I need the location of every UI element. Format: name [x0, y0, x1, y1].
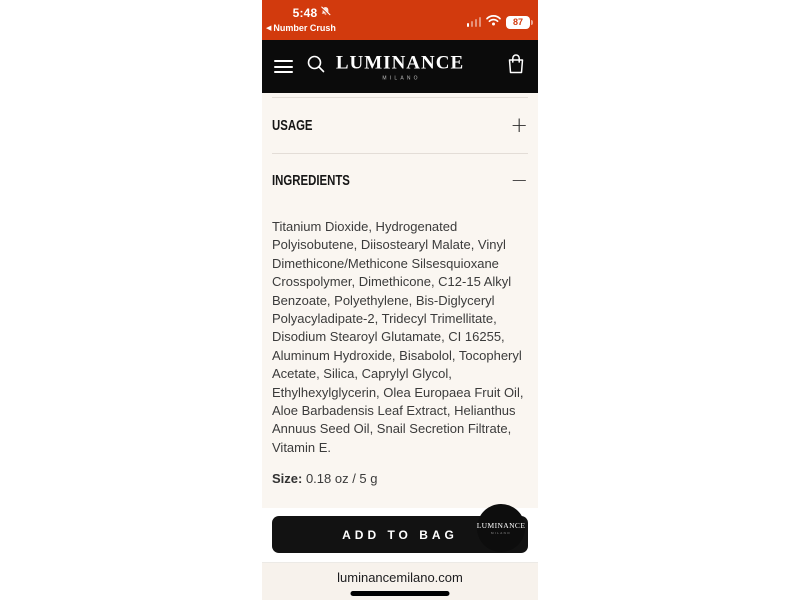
back-arrow-icon: ◀ [266, 24, 272, 32]
url-text[interactable]: luminancemilano.com [337, 570, 463, 585]
site-header [262, 40, 538, 93]
accordion-usage[interactable] [272, 98, 528, 153]
cart-button[interactable] [506, 53, 526, 80]
hamburger-icon [274, 60, 293, 73]
cellular-signal-icon [467, 17, 482, 27]
phone-screen [262, 0, 538, 600]
clock-time: 5:48 [292, 6, 318, 20]
badge-brand-name: LUMINANCE [476, 521, 526, 530]
shopping-bag-icon [506, 53, 526, 80]
brand-badge[interactable] [477, 504, 525, 552]
status-left-cluster [264, 4, 360, 33]
battery-icon [506, 16, 530, 29]
page-content [262, 93, 538, 508]
cta-footer [262, 508, 538, 562]
status-right-cluster [467, 13, 531, 31]
minus-icon[interactable]: − [510, 167, 528, 192]
ingredients-paragraph: Titanium Dioxide, Hydrogenated Polyisobutene, Diisostearyl Malate, Vinyl Dimethicone/Methicone Silsesquioxane Crosspolymer, Dimethicone, C12-15 Alkyl Benzoate, Polyethylene, Bis-Diglyceryl Polyacyladipate-2, Tridecyl Trimellitate, Disodium Stearoyl Glutamate, CI 16255, Aluminum Hydroxide, Bisabolol, Tocopheryl Acetate, Silica, Caprylyl Glycol, Ethylhexylglycerin, Olea Europaea Fruit Oil, Aloe Barbadensis Leaf Extract, Helianthus Annuus Seed Oil, Snail Secretion Filtrate, Vitamin E. [272, 219, 524, 455]
brand-logo[interactable] [336, 52, 464, 81]
search-button[interactable] [306, 54, 326, 79]
browser-address-bar[interactable] [262, 562, 538, 600]
size-value: 0.18 oz / 5 g [302, 471, 378, 487]
status-bar [262, 0, 538, 40]
bell-slash-icon [320, 4, 331, 22]
accordion-ingredients[interactable] [272, 154, 528, 206]
size-label: Size: [272, 471, 303, 487]
back-app-label: Number Crush [273, 23, 336, 33]
wifi-icon [486, 13, 501, 31]
plus-icon[interactable]: + [510, 113, 528, 137]
brand-subtitle: MILANO [382, 75, 421, 81]
brand-name: LUMINANCE [335, 52, 465, 73]
ingredients-heading: INGREDIENTS [272, 171, 350, 189]
usage-heading: USAGE [272, 117, 313, 134]
battery-percent: 87 [512, 17, 523, 27]
add-to-bag-button[interactable]: ADD TO BAG [272, 516, 528, 553]
menu-button[interactable] [274, 60, 293, 73]
badge-brand-subtitle: MILANO [491, 531, 511, 535]
size-line [272, 471, 528, 486]
search-icon [306, 54, 326, 79]
home-indicator[interactable] [351, 591, 450, 596]
back-to-app-link[interactable] [264, 23, 360, 33]
